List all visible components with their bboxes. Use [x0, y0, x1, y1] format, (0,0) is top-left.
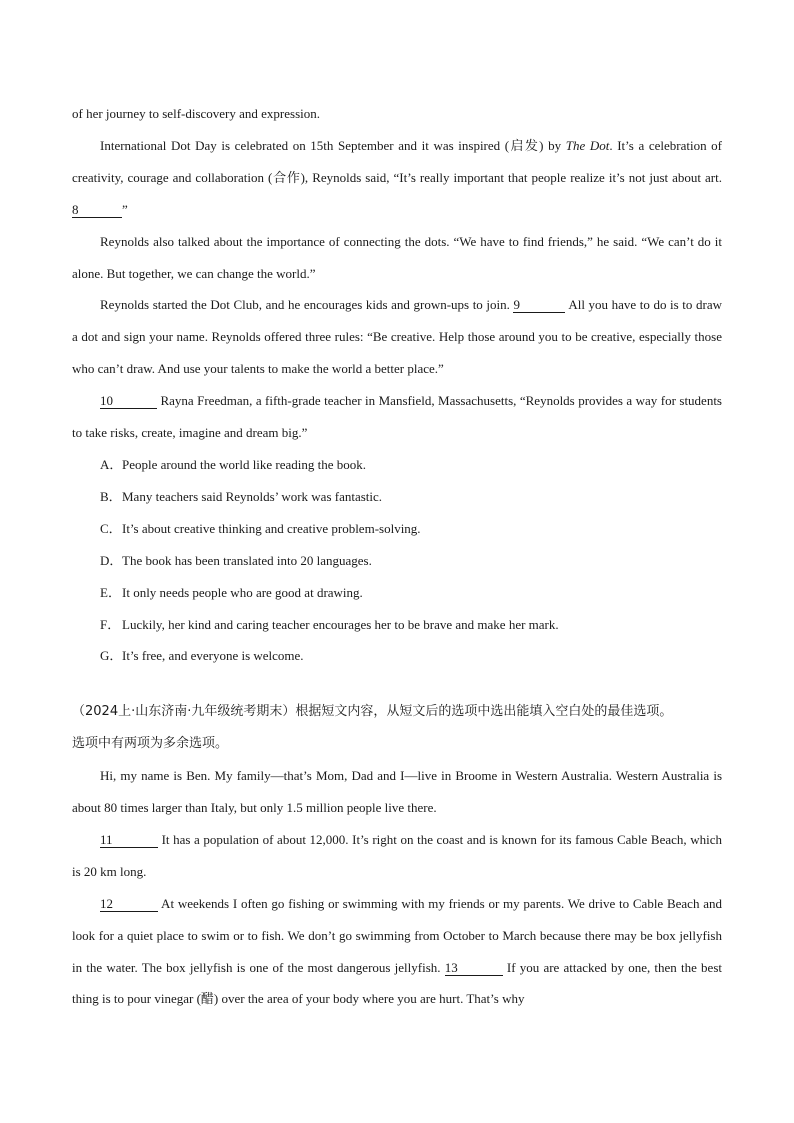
option-letter: A． [100, 456, 123, 472]
option-text: Luckily, her kind and caring teacher encourages her to be brave and make her mark. [122, 616, 559, 632]
passage-paragraph [72, 130, 722, 226]
option-text: It’s free, and everyone is welcome. [122, 648, 304, 664]
answer-blank-9[interactable]: 9 [513, 298, 565, 313]
option-text: It’s about creative thinking and creative problem-solving. [122, 520, 421, 536]
answer-blank-12[interactable]: 12 [100, 897, 158, 912]
option-letter: E． [100, 584, 121, 600]
passage-paragraph [72, 385, 722, 449]
passage-paragraph: of her journey to self-discovery and expression. [72, 106, 321, 121]
passage-paragraph [72, 888, 722, 1016]
option-c[interactable] [72, 513, 722, 545]
text-run: International Dot Day is celebrated on 15th September and it was inspired (启发) by [100, 137, 566, 153]
passage-paragraph [72, 289, 722, 385]
option-letter: G． [100, 648, 123, 664]
option-g[interactable] [72, 640, 722, 672]
option-f[interactable] [72, 609, 722, 641]
text-run: ” [122, 201, 128, 217]
text-run: Rayna Freedman, a fifth-grade teacher in Mansfield, Massachusetts, “Reynolds provides a way for students to take risks, create, imagine and dream big.” [72, 393, 722, 441]
heading-line-1: （2024上·山东济南·九年级统考期末）根据短文内容，从短文后的选项中选出能填入空白处的最佳选项。 [72, 704, 673, 720]
answer-blank-13[interactable]: 13 [445, 961, 503, 976]
option-d[interactable] [72, 545, 722, 577]
passage-paragraph: Reynolds also talked about the importance of connecting the dots. “We have to find friends,” he said. “We can’t do it alone. But together, we can change the world.” [72, 233, 722, 281]
option-text: It only needs people who are good at drawing. [122, 584, 363, 600]
option-e[interactable] [72, 577, 722, 609]
text-run: Reynolds started the Dot Club, and he encourages kids and grown-ups to join. [100, 297, 514, 313]
option-text: Many teachers said Reynolds’ work was fantastic. [122, 488, 383, 504]
text-run: If you are attacked by one, then the best thing is to pour vinegar (醋) over the area of your body where you are hurt. That’s why [72, 959, 722, 1007]
option-a[interactable] [72, 449, 722, 481]
book-title: The Dot [565, 137, 610, 153]
passage-paragraph: Hi, my name is Ben. My family—that’s Mom, Dad and I—live in Broome in Western Australia. Western Australia is about 80 times larger than Italy, but only 1.5 million people live there. [72, 768, 722, 816]
option-b[interactable] [72, 481, 722, 513]
option-letter: F． [100, 616, 121, 632]
option-text: People around the world like reading the book. [122, 456, 367, 472]
option-letter: C． [100, 520, 122, 536]
section-heading [72, 696, 722, 760]
heading-line-2: 选项中有两项为多余选项。 [72, 736, 229, 752]
option-letter: D． [100, 552, 123, 568]
answer-blank-8[interactable]: 8 [72, 203, 122, 218]
text-run: At weekends I often go fishing or swimming with my friends or my parents. We drive to Cable Beach and look for a quiet place to swim or to fish. We don’t go swimming from October to March because there may be box jellyfish in the water. The box jellyfish is one of the most dangerous jellyfish. [72, 895, 722, 975]
option-letter: B． [100, 488, 122, 504]
option-text: The book has been translated into 20 languages. [122, 552, 372, 568]
text-run: All you have to do is to draw a dot and sign your name. Reynolds offered three rules: “Be creative. Help those around you to be creative, especially those who can’t draw. And use your talents to make the world a better place.” [72, 297, 722, 377]
answer-blank-11[interactable]: 11 [100, 833, 158, 848]
answer-blank-10[interactable]: 10 [100, 394, 157, 409]
options-list [72, 449, 722, 672]
text-run: . It’s a celebration of creativity, courage and collaboration (合作), Reynolds said, “It’s really important that people realize it’s not just about art. [72, 137, 723, 185]
document-content [72, 98, 722, 1015]
text-run: It has a population of about 12,000. It’s right on the coast and is known for its famous Cable Beach, which is 20 km long. [72, 831, 722, 879]
passage-paragraph [72, 824, 722, 888]
